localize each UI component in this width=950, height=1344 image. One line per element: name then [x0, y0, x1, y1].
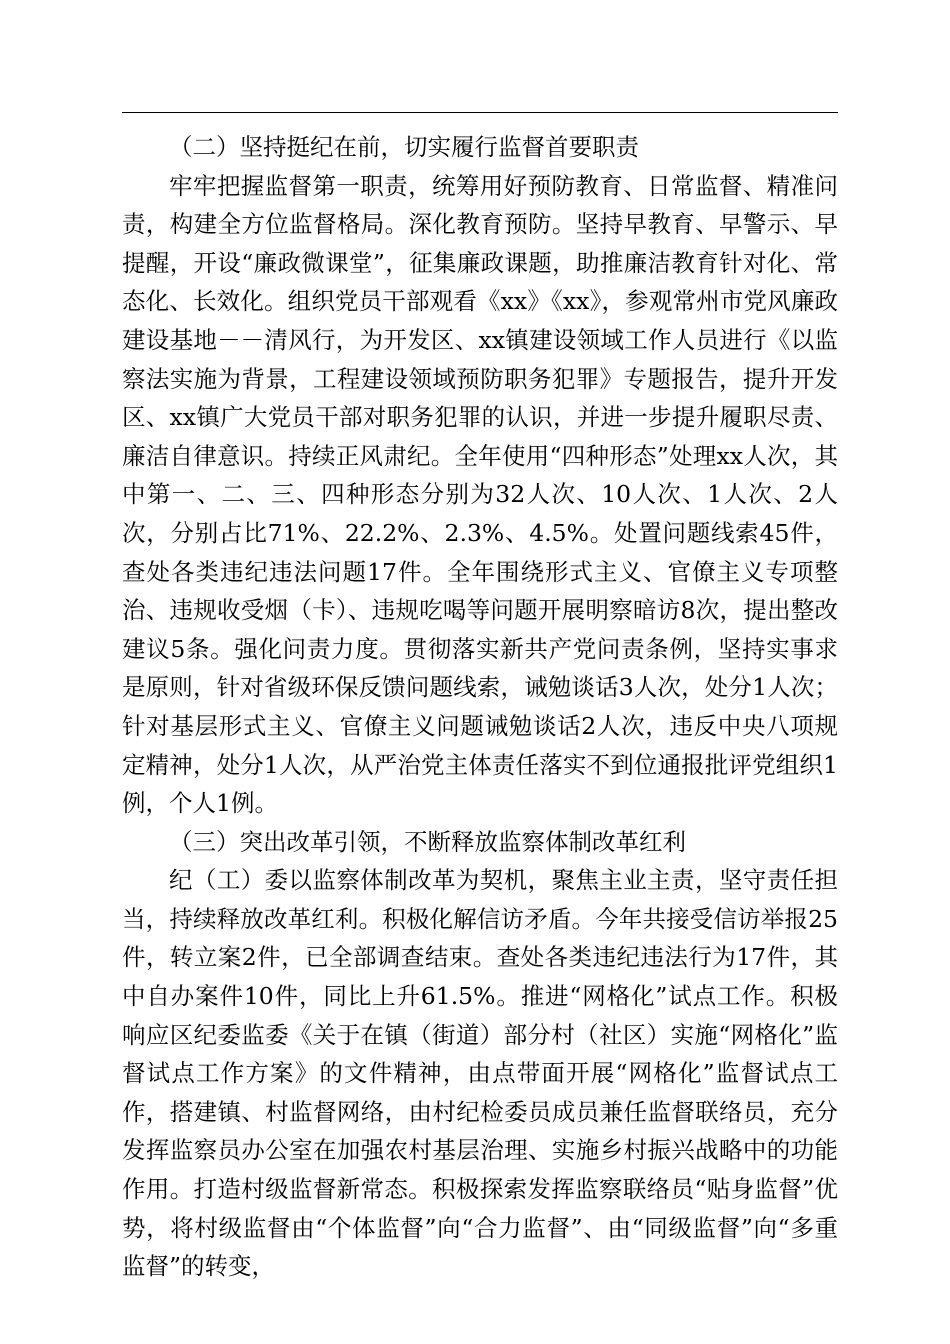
- document-body: [122, 128, 838, 1286]
- section-paragraph-3: 纪（工）委以监察体制改革为契机，聚焦主业主责，坚守责任担当，持续释放改革红利。积极化解信访矛盾。今年共接受信访举报25件，转立案2件，已全部调查结束。查处各类违纪违法行为17件，其中自办案件10件，同比上升61.5%。推进“网格化”试点工作。积极响应区纪委监委《关于在镇（街道）部分村（社区）实施“网格化”监督试点工作方案》的文件精神，由点带面开展“网格化”监督试点工作，搭建镇、村监督网络，由村纪检委员成员兼任监督联络员，充分发挥监察员办公室在加强农村基层治理、实施乡村振兴战略中的功能作用。打造村级监督新常态。积极探索发挥监察联络员“贴身监督”优势，将村级监督由“个体监督”向“合力监督”、由“同级监督”向“多重监督”的转变，: [122, 866, 838, 1281]
- header-rule: [122, 112, 838, 113]
- section-paragraph-2: 牢牢把握监督第一职责，统筹用好预防教育、日常监督、精准问责，构建全方位监督格局。深化教育预防。坚持早教育、早警示、早提醒，开设“廉政微课堂”，征集廉政课题，助推廉洁教育针对化、常态化、长效化。组织党员干部观看《xx》《xx》，参观常州市党风廉政建设基地－－清风行，为开发区、xx镇建设领域工作人员进行《以监察法实施为背景，工程建设领域预防职务犯罪》专题报告，提升开发区、xx镇广大党员干部对职务犯罪的认识，并进一步提升履职尽责、廉洁自律意识。持续正风肃纪。全年使用“四种形态”处理xx人次，其中第一、二、三、四种形态分别为32人次、10人次、1人次、2人次，分别占比71%、22.2%、2.3%、4.5%。处置问题线索45件，查处各类违纪违法问题17件。全年围绕形式主义、官僚主义专项整治、违规收受烟（卡）、违规吃喝等问题开展明察暗访8次，提出整改建议5条。强化问责力度。贯彻落实新共产党问责条例，坚持实事求是原则，针对省级环保反馈问题线索，诫勉谈话3人次，处分1人次；针对基层形式主义、官僚主义问题诫勉谈话2人次，违反中央八项规定精神，处分1人次，从严治党主体责任落实不到位通报批评党组织1例，个人1例。: [122, 171, 838, 818]
- section-heading-2: （二）坚持挺纪在前，切实履行监督首要职责: [169, 133, 639, 161]
- section-heading-3: （三）突出改革引领，不断释放监察体制改革红利: [169, 827, 686, 856]
